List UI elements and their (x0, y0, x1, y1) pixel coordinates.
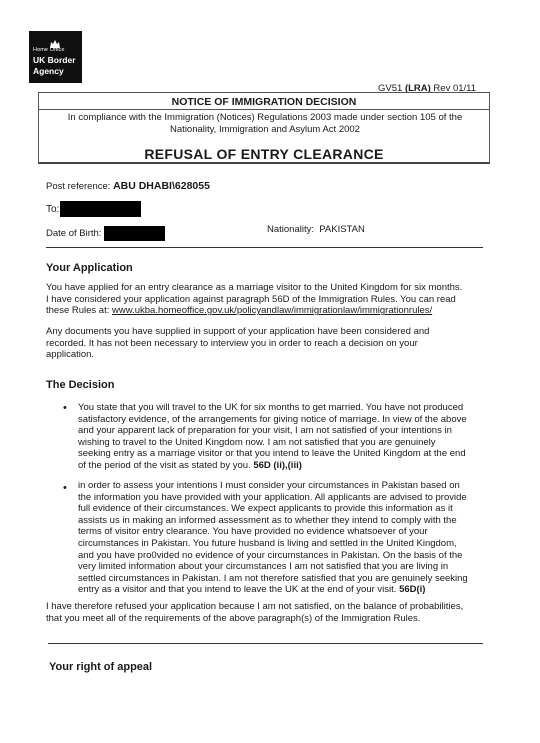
post-reference-label: Post reference: (46, 181, 114, 192)
bullet1-line: of the period of the visit as stated by you. (78, 459, 254, 471)
app-p2-line2: recorded. It has not been necessary to interview you in order to reach a decision on your (46, 337, 418, 349)
bullet2-line: very limited information about your circumstances I am not satisfied that you are living in (78, 561, 449, 573)
bullet2-rule-reference: 56D(i) (399, 584, 426, 596)
app-p2-line3: application. (46, 349, 95, 361)
app-p1-line1: You have applied for an entry clearance as a marriage visitor to the United Kingdom for six months. (46, 282, 463, 293)
form-ref-suffix: Rev 01/11 (430, 83, 477, 94)
bullet1-line: and your apparent lack of preparation for your visit, I am not satisfied of your intentions in (78, 425, 452, 437)
redacted-dob (104, 226, 165, 241)
decision-bullet-2 (78, 480, 488, 596)
bullet1-line: satisfactory evidence, of the arrangements for giving notice of marriage. In view of the above (78, 413, 467, 425)
logo-line2: Agency (33, 66, 64, 76)
redacted-name (60, 201, 141, 217)
bullet2-line: settled circumstances in Pakistan. I am not therefore satisfied that you are genuinely seeking (78, 572, 468, 584)
notice-title-divider (38, 109, 490, 110)
bullet2-line: full evidence of their circumstances. We expect applicants to provide this information as it (78, 503, 453, 515)
conclusion-line-1: I have therefore refused your application because I am not satisfied, on the balance of probabilities, (46, 601, 464, 612)
bullet-marker: • (63, 402, 67, 414)
post-reference-value: ABU DHABI\628055 (113, 180, 210, 192)
decision-bullet-1 (78, 402, 488, 472)
conclusion-line-2: that you meet all of the requirements of the above paragraph(s) of the Immigration Rules. (46, 612, 421, 624)
section-divider (48, 643, 483, 644)
nationality (267, 224, 365, 235)
nationality-label: Nationality: (267, 224, 314, 235)
refusal-conclusion (46, 601, 486, 624)
bullet2-line: in order to assess your intentions I must consider your circumstances in Pakistan based on (78, 480, 460, 491)
notice-title: NOTICE OF IMMIGRATION DECISION (171, 96, 357, 108)
bullet1-last-line (78, 460, 488, 472)
compliance-line-2: Nationality, Immigration and Asylum Act 2002 (170, 124, 360, 135)
bullet2-line: and you have pro0vided no evidence of your circumstances in Pakistan. On the basis of the (78, 549, 463, 561)
compliance-statement (52, 112, 478, 136)
bullet1-line: wishing to travel to the United Kingdom now. I am not satisfied that you are genuinely (78, 436, 436, 448)
uk-border-agency-logo (29, 31, 82, 83)
nationality-value: PAKISTAN (319, 224, 365, 235)
immigration-rules-link[interactable]: www.ukba.homeoffice.gov.uk/policyandlaw/immigrationlaw/immigrationrules/ (112, 305, 433, 317)
to-label: To: (46, 204, 60, 215)
form-ref-code: (LRA) (404, 83, 431, 94)
bullet2-line: assists us in making an informed assessment as to whether they intend to comply with the (78, 514, 457, 526)
app-p1-line3 (46, 305, 486, 317)
application-paragraph-2 (46, 326, 486, 361)
app-p2-line1: Any documents you have supplied in support of your application have been considered and (46, 326, 430, 337)
bullet2-last-line (78, 584, 488, 596)
your-application-heading: Your Application (46, 262, 133, 274)
royal-crest-icon (49, 36, 61, 46)
bullet-marker: • (63, 482, 67, 494)
bullet1-line: seeking entry as a marriage visitor or that you intend to leave the United Kingdom at the end (78, 448, 466, 460)
app-p1-line2: I have considered your application against paragraph 56D of the Immigration Rules. You can read (46, 293, 456, 305)
application-paragraph-1 (46, 282, 486, 317)
form-ref-prefix: GV51 (378, 83, 405, 94)
bullet1-line: You state that you will travel to the UK for six months to get married. You have not produced (78, 402, 464, 413)
right-of-appeal-heading: Your right of appeal (49, 661, 153, 673)
bullet2-line: entry as a visitor and that you intend to leave the UK at the end of your visit. (78, 584, 400, 596)
dob-label: Date of Birth: (46, 228, 102, 239)
bullet2-line: circumstances in Pakistan. You future husband is living and settled in the United Kingdom, (78, 537, 457, 549)
compliance-line-1: In compliance with the Immigration (Notices) Regulations 2003 made under section 105 of the (67, 112, 463, 123)
decision-heading: The Decision (46, 379, 115, 391)
bullet2-line: terms of visitor entry clearance. You have provided no evidence whatsoever of your (78, 526, 428, 538)
refusal-heading: REFUSAL OF ENTRY CLEARANCE (144, 146, 384, 162)
logo-line1: UK Border (33, 55, 76, 65)
app-p1-line3-prefix: these Rules at: (46, 305, 113, 317)
post-reference (46, 180, 210, 192)
logo-department: Home Office (33, 47, 65, 53)
section-divider (46, 247, 483, 248)
bullet2-line: the information you have provided with your application. All applicants are advised to provide (78, 491, 467, 503)
bullet1-rule-reference: 56D (ii),(iii) (253, 459, 302, 471)
